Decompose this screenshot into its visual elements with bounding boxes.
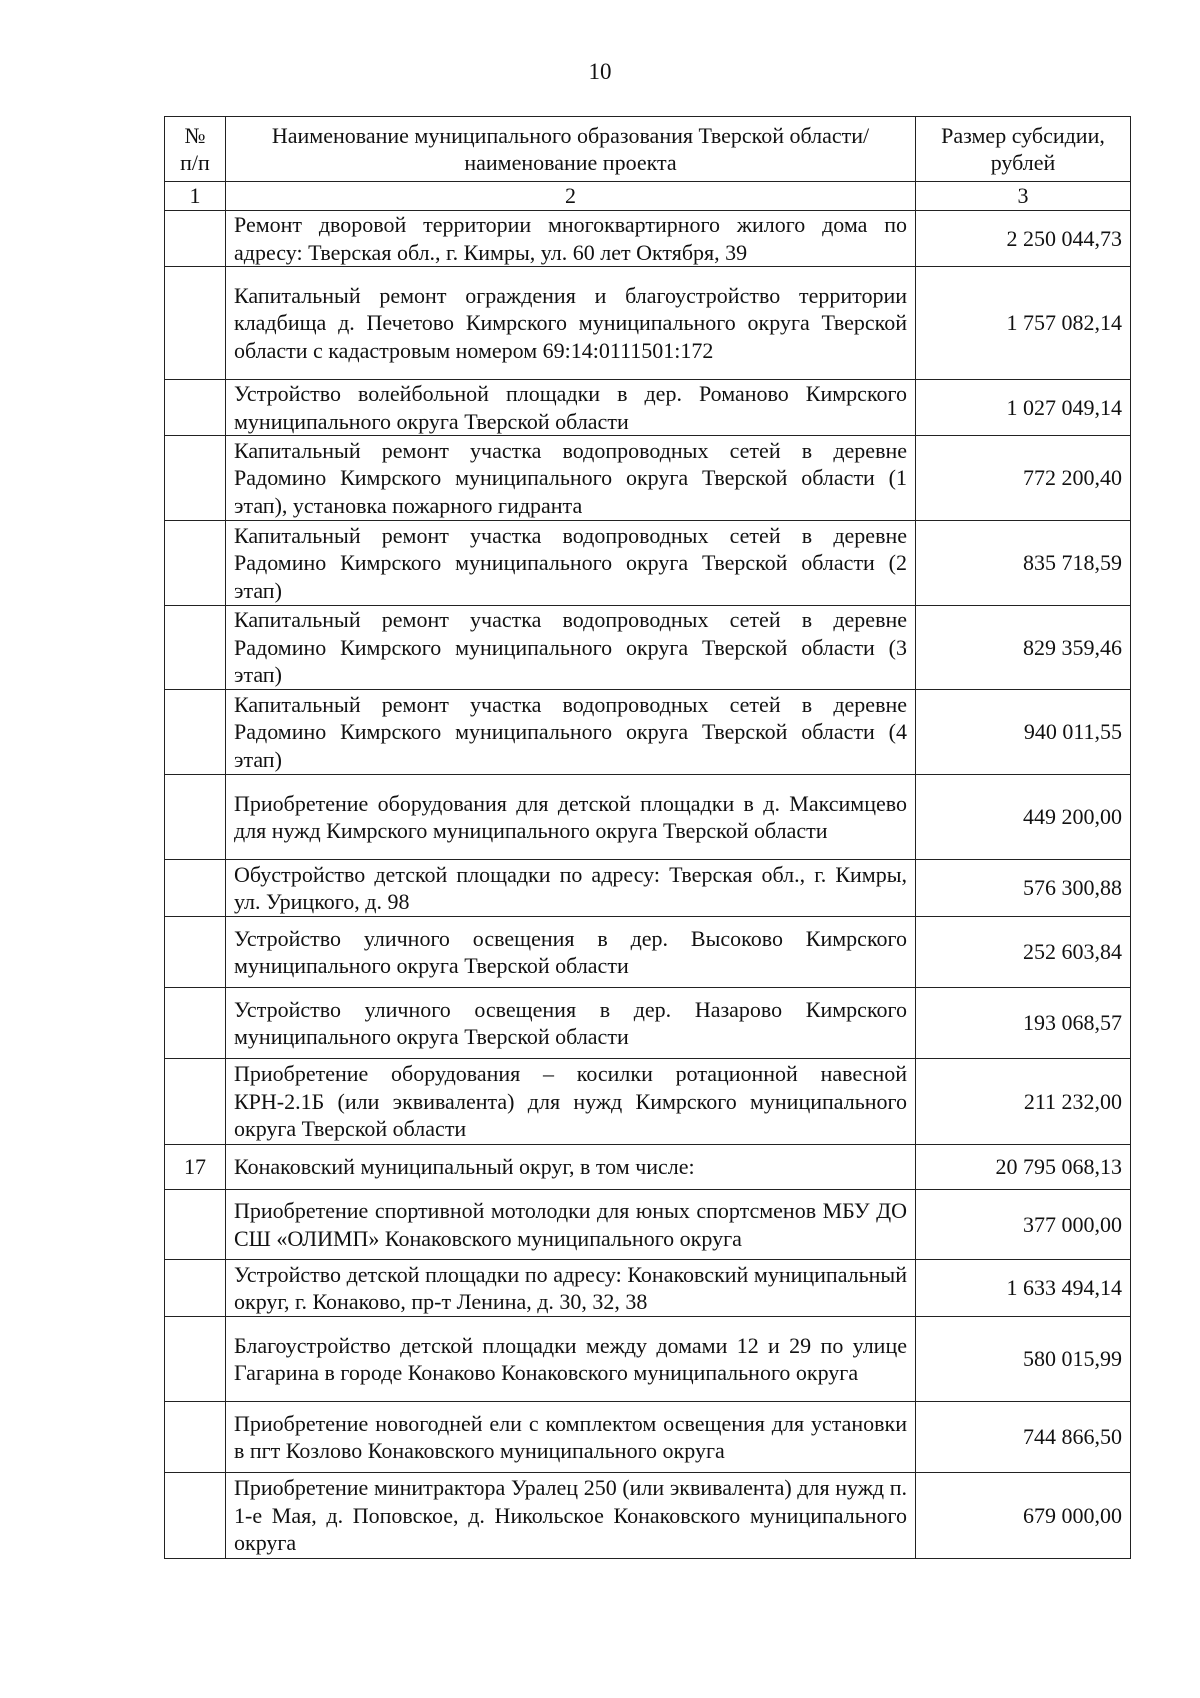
row-amount: 576 300,88 [916, 860, 1131, 917]
row-amount: 679 000,00 [916, 1473, 1131, 1559]
row-name: Благоустройство детской площадки между домами 12 и 29 по улице Гагарина в городе Конаково Конаковского муниципального округа [226, 1317, 916, 1402]
row-name: Приобретение новогодней ели с комплектом освещения для установки в пгт Козлово Конаковского муниципального округа [226, 1402, 916, 1473]
row-name: Ремонт дворовой территории многоквартирного жилого дома по адресу: Тверская обл., г. Кимры, ул. 60 лет Октября, 39 [226, 211, 916, 267]
row-num [165, 380, 226, 436]
table-row [165, 521, 1131, 606]
table-row [165, 1317, 1131, 1402]
table-row [165, 917, 1131, 988]
row-name: Приобретение минитрактора Уралец 250 (или эквивалента) для нужд п. 1-е Мая, д. Поповское, д. Никольское Конаковского муниципального округа [226, 1473, 916, 1559]
table-row [165, 1190, 1131, 1260]
row-amount: 940 011,55 [916, 690, 1131, 775]
table-row [165, 436, 1131, 521]
row-num [165, 1473, 226, 1559]
row-amount: 449 200,00 [916, 775, 1131, 860]
header-name: Наименование муниципального образования Тверской области/наименование проекта [226, 117, 916, 182]
table-row [165, 267, 1131, 380]
row-name: Приобретение оборудования для детской площадки в д. Максимцево для нужд Кимрского муниципального округа Тверской области [226, 775, 916, 860]
row-num [165, 1260, 226, 1317]
row-name: Капитальный ремонт участка водопроводных сетей в деревне Радомино Кимрского муниципального округа Тверской области (2 этап) [226, 521, 916, 606]
table-row [165, 1473, 1131, 1559]
row-name: Капитальный ремонт участка водопроводных сетей в деревне Радомино Кимрского муниципального округа Тверской области (3 этап) [226, 606, 916, 690]
row-name: Устройство волейбольной площадки в дер. Романово Кимрского муниципального округа Тверской области [226, 380, 916, 436]
table-row [165, 1402, 1131, 1473]
row-amount: 772 200,40 [916, 436, 1131, 521]
row-num [165, 1402, 226, 1473]
row-num [165, 606, 226, 690]
table-row [165, 1059, 1131, 1145]
row-amount: 377 000,00 [916, 1190, 1131, 1260]
row-num [165, 860, 226, 917]
table-row [165, 860, 1131, 917]
row-num: 17 [165, 1145, 226, 1190]
row-name: Устройство уличного освещения в дер. Назарово Кимрского муниципального округа Тверской области [226, 988, 916, 1059]
row-amount: 211 232,00 [916, 1059, 1131, 1145]
row-num [165, 436, 226, 521]
header-num: № п/п [165, 117, 226, 182]
table-row [165, 775, 1131, 860]
row-amount: 835 718,59 [916, 521, 1131, 606]
column-index-3: 3 [916, 182, 1131, 211]
row-amount: 1 633 494,14 [916, 1260, 1131, 1317]
row-amount: 744 866,50 [916, 1402, 1131, 1473]
row-name: Капитальный ремонт участка водопроводных сетей в деревне Радомино Кимрского муниципального округа Тверской области (4 этап) [226, 690, 916, 775]
row-name: Обустройство детской площадки по адресу: Тверская обл., г. Кимры, ул. Урицкого, д. 98 [226, 860, 916, 917]
row-num [165, 521, 226, 606]
row-name: Устройство детской площадки по адресу: Конаковский муниципальный округ, г. Конаково, пр-т Ленина, д. 30, 32, 38 [226, 1260, 916, 1317]
row-num [165, 917, 226, 988]
row-amount: 829 359,46 [916, 606, 1131, 690]
table-row [165, 211, 1131, 267]
table-row [165, 690, 1131, 775]
row-amount: 2 250 044,73 [916, 211, 1131, 267]
table-header-row [165, 117, 1131, 182]
row-num [165, 1190, 226, 1260]
row-name: Устройство уличного освещения в дер. Высоково Кимрского муниципального округа Тверской области [226, 917, 916, 988]
page-number: 10 [588, 59, 612, 84]
row-name: Капитальный ремонт участка водопроводных сетей в деревне Радомино Кимрского муниципального округа Тверской области (1 этап), установка пожарного гидранта [226, 436, 916, 521]
row-name: Приобретение спортивной мотолодки для юных спортсменов МБУ ДО СШ «ОЛИМП» Конаковского муниципального округа [226, 1190, 916, 1260]
row-amount: 1 757 082,14 [916, 267, 1131, 380]
row-num [165, 211, 226, 267]
row-name: Приобретение оборудования – косилки ротационной навесной КРН-2.1Б (или эквивалента) для нужд Кимрского муниципального округа Тверской области [226, 1059, 916, 1145]
row-name: Капитальный ремонт ограждения и благоустройство территории кладбища д. Печетово Кимрского муниципального округа Тверской области с кадастровым номером 69:14:0111501:172 [226, 267, 916, 380]
row-amount: 193 068,57 [916, 988, 1131, 1059]
table-row [165, 380, 1131, 436]
row-amount: 1 027 049,14 [916, 380, 1131, 436]
row-num [165, 690, 226, 775]
table-row [165, 606, 1131, 690]
table-row [165, 988, 1131, 1059]
row-num [165, 775, 226, 860]
table-row [165, 1260, 1131, 1317]
row-num [165, 1059, 226, 1145]
row-name: Конаковский муниципальный округ, в том числе: [226, 1145, 916, 1190]
row-amount: 20 795 068,13 [916, 1145, 1131, 1190]
row-num [165, 1317, 226, 1402]
column-index-row [165, 182, 1131, 211]
row-num [165, 267, 226, 380]
table-row [165, 1145, 1131, 1190]
subsidy-table [164, 116, 1131, 1559]
row-amount: 252 603,84 [916, 917, 1131, 988]
column-index-2: 2 [226, 182, 916, 211]
row-amount: 580 015,99 [916, 1317, 1131, 1402]
column-index-1: 1 [165, 182, 226, 211]
row-num [165, 988, 226, 1059]
header-amount: Размер субсидии, рублей [916, 117, 1131, 182]
